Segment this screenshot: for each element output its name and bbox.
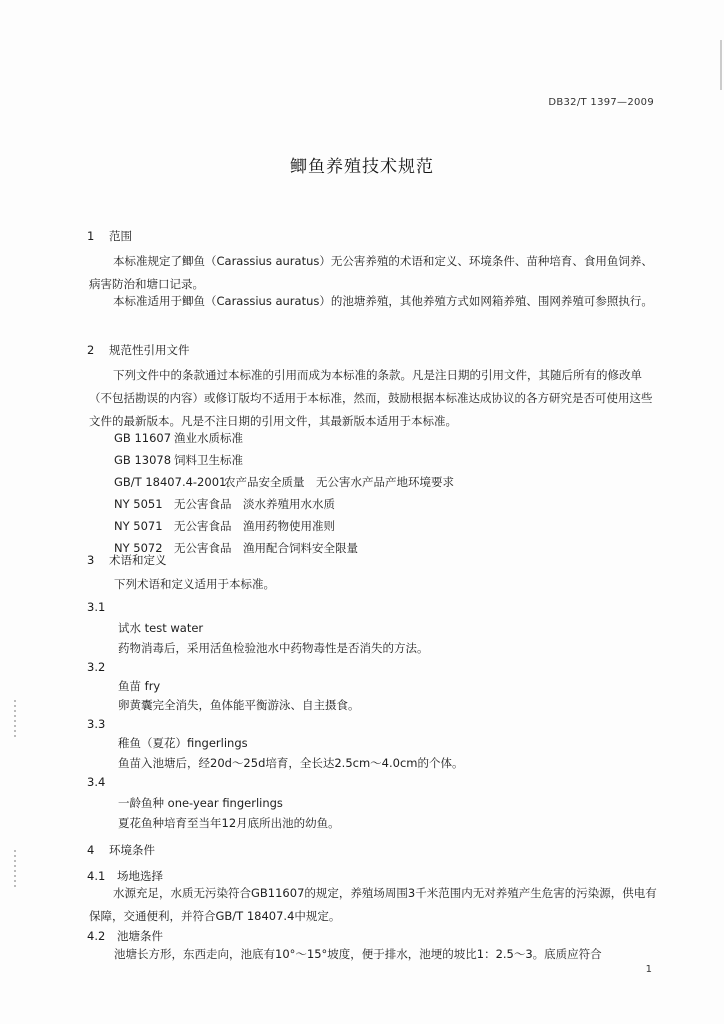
reference-code: NY 5051 [114,497,163,511]
section-title: 环境条件 [109,843,155,857]
section-title: 规范性引用文件 [109,343,190,357]
reference-name: 无公害食品 渔用药物使用准则 [174,519,335,533]
term-number: 3.4 [87,775,106,789]
section-heading [87,228,132,244]
page-number: 1 [645,964,652,975]
paragraph: 池塘长方形，东西走向，池底有10°～15°坡度，便于排水，池埂的坡比1：2.5～3。底质应符合 [114,947,602,961]
term-definition: 药物消毒后，采用活鱼检验池水中药物毒性是否消失的方法。 [118,641,429,655]
section-title: 范围 [109,229,132,243]
reference-name: 农产品安全质量 无公害水产品产地环境要求 [224,475,454,489]
section-heading [87,552,167,568]
scan-artifact [720,40,722,90]
reference-code: GB 11607 [114,431,172,445]
reference-name: 饲料卫生标准 [174,453,243,467]
reference-name: 无公害食品 渔用配合饲料安全限量 [174,541,358,555]
term-number: 3.1 [87,600,106,614]
term-definition: 鱼苗入池塘后，经20d～25d培育，全长达2.5cm～4.0cm的个体。 [118,756,464,770]
term-title: 稚鱼（夏花）fingerlings [118,736,248,750]
paragraph: 本标准适用于鲫鱼（Carassius auratus）的池塘养殖，其他养殖方式如网箱养殖、围网养殖可参照执行。 [113,294,653,308]
reference-code: NY 5072 [114,541,163,555]
subsection-number: 4.1 [87,869,106,883]
reference-name: 无公害食品 淡水养殖用水水质 [174,497,335,511]
scan-artifact [14,850,16,890]
term-title: 一龄鱼种 one-year fingerlings [118,796,283,810]
document-title: 鲫鱼养殖技术规范 [290,157,434,177]
reference-item [114,474,454,490]
paragraph: 水源充足，水质无污染符合GB11607的规定，养殖场周围3千米范围内无对养殖产生危害的污染源，供电有保障，交通便利，并符合GB/T 18407.4中规定。 [89,886,657,923]
subsection-title: 场地选择 [117,869,163,883]
reference-item [114,496,335,512]
term-title: 鱼苗 fry [118,679,161,693]
subsection-number: 4.2 [87,929,106,943]
reference-item [114,452,243,468]
reference-item [114,518,335,534]
section-heading [87,842,155,858]
term-definition: 夏花鱼种培育至当年12月底所出池的幼鱼。 [118,816,340,830]
paragraph: 下列术语和定义适用于本标准。 [114,577,275,591]
term-number: 3.3 [87,717,106,731]
term-number: 3.2 [87,660,106,674]
section-number: 3 [87,553,95,567]
reference-item [114,430,243,446]
subsection-heading [87,928,163,944]
section-number: 4 [87,843,95,857]
reference-code: GB 13078 [114,453,172,467]
paragraph: 下列文件中的条款通过本标准的引用而成为本标准的条款。凡是注日期的引用文件，其随后所有的修改单（不包括勘误的内容）或修订版均不适用于本标准，然而，鼓励根据本标准达成协议的各方研究是否可使用这些文件的最新版本。凡是不注日期的引用文件，其最新版本适用于本标准。 [89,368,653,428]
paragraph: 本标准规定了鲫鱼（Carassius auratus）无公害养殖的术语和定义、环境条件、苗种培育、食用鱼饲养、病害防治和塘口记录。 [89,254,653,291]
subsection-title: 池塘条件 [117,929,163,943]
section-number: 2 [87,343,95,357]
reference-code: GB/T 18407.4-2001 [114,475,227,489]
term-definition: 卵黄囊完全消失，鱼体能平衡游泳、自主摄食。 [118,698,360,712]
standard-number: DB32/T 1397—2009 [548,97,654,108]
reference-code: NY 5071 [114,519,163,533]
section-title: 术语和定义 [109,553,167,567]
section-heading [87,342,190,358]
scan-artifact [14,700,16,740]
section-number: 1 [87,229,95,243]
term-title: 试水 test water [118,621,204,635]
reference-name: 渔业水质标准 [174,431,243,445]
